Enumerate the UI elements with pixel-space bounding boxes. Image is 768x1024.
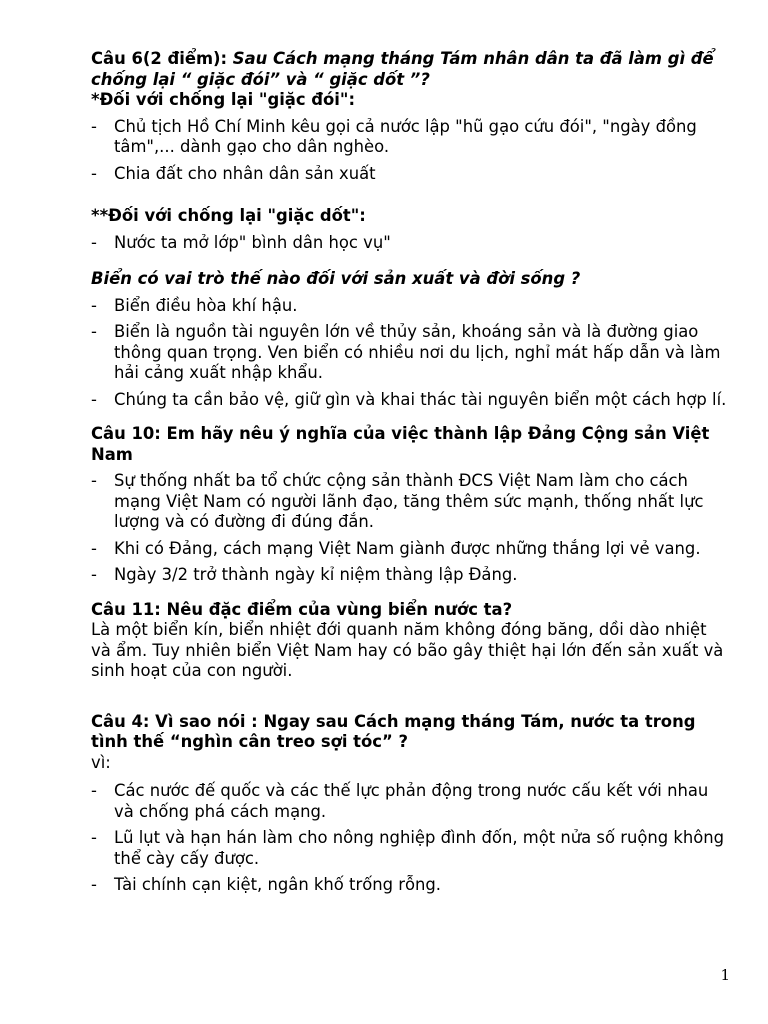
question-4-title: Câu 4: Vì sao nói : Ngay sau Cách mạng tháng Tám, nước ta trong tình thế “nghìn cân treo sợi tóc” ? (91, 711, 696, 751)
illiteracy-list (91, 233, 731, 254)
question-6-section (91, 49, 731, 253)
list-item: - Tài chính cạn kiệt, ngân khố trống rỗng. (91, 875, 441, 894)
list-item: - Nước ta mở lớp" bình dân học vụ" (91, 232, 391, 252)
question-11-section (91, 600, 731, 682)
list-item: - Chia đất cho nhân dân sản xuất (91, 163, 376, 183)
question-11-title: Câu 11: Nêu đặc điểm của vùng biển nước ta? (91, 599, 513, 619)
sea-role-question: Biển có vai trò thế nào đối với sản xuất và đời sống ? (91, 269, 581, 288)
document-content (91, 49, 731, 906)
question-6-text: Sau Cách mạng tháng Tám nhân dân ta đã làm gì để chống lại “ giặc đói” và “ giặc dốt ”? (91, 49, 714, 89)
question-10-section (91, 424, 731, 586)
illiteracy-heading: **Đối với chống lại "giặc dốt": (91, 206, 366, 225)
sea-role-list (91, 296, 731, 411)
list-item: - Biển điều hòa khí hậu. (91, 295, 298, 315)
question-4-section (91, 712, 731, 896)
list-item: - Chủ tịch Hồ Chí Minh kêu gọi cả nước lập "hũ gạo cứu đói", "ngày đồng tâm",... dành gạo cho dân nghèo. (91, 116, 697, 156)
list-item: - Khi có Đảng, cách mạng Việt Nam giành được những thắng lợi vẻ vang. (91, 538, 701, 558)
list-item: - Biển là nguồn tài nguyên lớn về thủy sản, khoáng sản và là đường giao thông quan trọng. Ven biển có nhiều nơi du lịch, nghỉ mát hấp dẫn và làm hải cảng xuất nhập khẩu. (91, 322, 721, 382)
question-4-intro: vì: (91, 752, 111, 772)
question-6-title (91, 49, 731, 90)
list-item: - Chúng ta cần bảo vệ, giữ gìn và khai thác tài nguyên biển một cách hợp lí. (91, 389, 727, 409)
hunger-heading: *Đối với chống lại "giặc đói": (91, 90, 355, 109)
question-4-list (91, 781, 731, 896)
question-11-answer: Là một biển kín, biển nhiệt đới quanh năm không đóng băng, dồi dào nhiệt và ẩm. Tuy nhiên biển Việt Nam hay có bão gây thiệt hại lớn đến sản xuất và sinh hoạt của con người. (91, 620, 724, 680)
list-item: - Các nước đế quốc và các thế lực phản động trong nước cấu kết với nhau và chống phá cách mạng. (91, 781, 709, 821)
question-10-list (91, 471, 731, 586)
question-6-prefix: Câu 6(2 điểm): (91, 49, 233, 68)
sea-role-section (91, 269, 731, 410)
question-10-title: Câu 10: Em hãy nêu ý nghĩa của việc thành lập Đảng Cộng sản Việt Nam (91, 424, 710, 464)
list-item: - Sự thống nhất ba tổ chức cộng sản thành ĐCS Việt Nam làm cho cách mạng Việt Nam có người lãnh đạo, tăng thêm sức mạnh, thống nhất lực lượng và có đường đi đúng đắn. (91, 471, 704, 531)
hunger-list (91, 117, 731, 185)
list-item: - Lũ lụt và hạn hán làm cho nông nghiệp đình đốn, một nửa số ruộng không thể cày cấy được. (91, 828, 725, 868)
page-number: 1 (720, 966, 730, 984)
list-item: - Ngày 3/2 trở thành ngày kỉ niệm thàng lập Đảng. (91, 565, 518, 584)
